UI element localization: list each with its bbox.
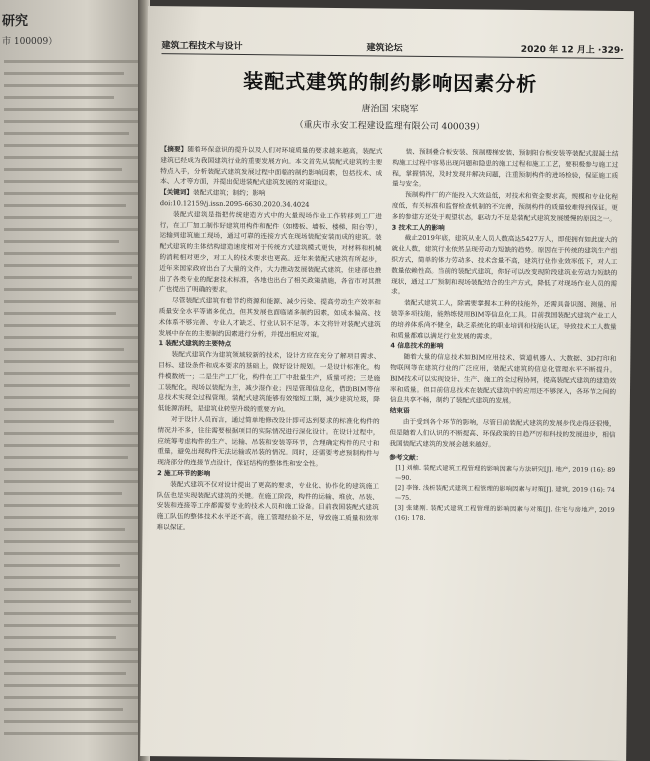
- left-page-text-line: [4, 456, 128, 459]
- left-page-text-line: [4, 324, 139, 327]
- left-page-text-line: [4, 576, 139, 579]
- left-page-text-line: [4, 468, 139, 471]
- left-page-text-line: [4, 612, 139, 615]
- left-page-text-line: [4, 684, 139, 687]
- paragraph: 装配式建筑作为建筑领域较新的技术，设计方应在充分了解项目需求、目标、建设条件和成本要求的基础上，做好设计规划。一是设计标准化，构件模数统一；二是生产工厂化，构件在工厂中批量生产，质量可控；三是施工装配化，现场以装配为主，减少湿作业；四是管理信息化，借助BIM等信息技术实现全过程管理。装配式建筑能够有效缩短工期，减少建筑垃圾，降低能源消耗，是建筑业转型升级的重要方向。: [157, 350, 381, 414]
- left-page-affiliation: 市 100009）: [2, 37, 58, 47]
- references-heading: 参考文献：: [389, 453, 423, 463]
- left-page-text-line: [4, 372, 139, 375]
- left-page-text-line: [4, 672, 126, 675]
- left-page-text-line: [4, 732, 139, 735]
- left-page-text-line: [4, 420, 114, 423]
- paragraph: 对于设计人员而言，通过简单地修改设计即可达到要求的标准化构件的情况并不多，往往需要根据项目的实际情况进行深化设计。在设计过程中，应统筹考虑构件的生产、运输、吊装和安装等环节，合理确定构件的尺寸和重量，避免出现构件无法运输或吊装的情况。同时，还需要考虑预制构件与现浇部分的连接节点设计，保证结构的整体性和安全性。: [157, 415, 380, 468]
- left-page-text-line: [4, 432, 139, 435]
- paragraph: 预制构件厂的产能投入大效益低，对技术和资金要求高，规模和专业化程度低，有关标准和监督检查机制的不完善，预制构件的质量较难得到保证。更多的参建方还处于观望状态，驱动力不足是装配式建筑发展缓慢的原因之一。: [391, 190, 619, 223]
- left-page-text-line: [4, 300, 139, 303]
- section-heading: 2 施工环节的影响: [157, 469, 211, 478]
- left-page-text-line: [4, 492, 122, 495]
- left-page-text-line: [4, 552, 139, 555]
- paragraph: 尽管装配式建筑有着节约资源和能源、减少污染、提高劳动生产效率和质量安全水平等诸多优点，但其发展也面临诸多制约因素，如成本偏高、技术体系不够完善、专业人才缺乏、行业认识不足等。本文将针对装配式建筑发展中存在的主要制约因素进行分析，并提出相应对策。: [158, 296, 381, 339]
- left-page-text-line: [4, 240, 119, 243]
- left-page-text-line: [4, 348, 124, 351]
- reference-item: [2] 李锋. 浅析装配式建筑工程管理的影响因素与对策[J]. 建筑, 2019 (16): 74—75.: [395, 484, 615, 502]
- left-page-text-line: [4, 288, 139, 291]
- keywords-text: 装配式建筑；制约；影响: [192, 188, 266, 198]
- left-page-text-line: [4, 252, 139, 255]
- left-page-text-line: [4, 648, 139, 651]
- left-page-text-line: [4, 540, 139, 543]
- keywords-label: 【关键词】: [160, 188, 194, 197]
- left-page-text-line: [4, 132, 129, 135]
- left-page-text-line: [4, 72, 124, 75]
- left-page-text-line: [4, 636, 116, 639]
- paragraph: 装配式建筑不仅对设计提出了更高的要求，专业化、协作化的建筑施工队伍也是实现装配式建筑的关键。在施工阶段，构件的运输、堆放、吊装、安装和连接等工序都需要专业的技术人员和施工设备。目前我国装配式建筑施工队伍的整体技术水平还不高，施工管理经验不足，导致施工质量和效率难以保证。: [156, 479, 380, 532]
- section-heading: 结束语: [389, 406, 410, 415]
- left-page-text-line: [4, 96, 114, 99]
- left-page-text-line: [4, 384, 130, 387]
- left-page-text-line: [4, 516, 139, 519]
- left-page-text-line: [4, 180, 139, 183]
- left-page-text-line: [4, 312, 116, 315]
- section-heading: 4 信息技术的影响: [390, 341, 444, 351]
- paragraph: 由于受到各个环节的影响，尽管目前装配式建筑的发展步伐走得还很慢，但是随着人们认识的不断提高、环保政策的日趋严厉和科技的发展进步，相信我国装配式建筑的发展会越来越好。: [389, 417, 616, 449]
- left-page-text-line: [4, 264, 139, 267]
- left-page-text-line: [4, 480, 139, 483]
- left-page-text-line: [4, 660, 139, 663]
- abstract-label: 【摘要】: [160, 145, 188, 154]
- left-page-text-line: [4, 528, 125, 531]
- left-page-text-line: [4, 600, 131, 603]
- issue-info: 2020 年 12 月上 ·329·: [520, 44, 624, 56]
- left-page-text-line: [4, 120, 139, 123]
- left-page-text-line: [4, 204, 126, 207]
- article-title: 装配式建筑的制约影响因素分析: [243, 69, 538, 97]
- left-page: [0, 0, 145, 761]
- left-page-text-line: [4, 216, 139, 219]
- abstract: [160, 144, 382, 190]
- section-name: 建筑论坛: [366, 43, 403, 54]
- left-page-text-line: [4, 696, 139, 699]
- abstract-text: 随着环保意识的提升以及人们对环境质量的要求越来越高，装配式建筑已经成为我国建筑行业的重要发展方向。本文首先从装配式建筑的主要特点入手，分析装配式建筑发展过程中面临的制约影响因素，包括技术、成本、人才等方面，并提出促进装配式建筑发展的对策建议。: [160, 145, 383, 188]
- text-column-left: [154, 144, 382, 746]
- article-authors: 唐治国 宋晓军: [361, 104, 419, 115]
- left-page-text-line: [4, 192, 139, 195]
- journal-name: 建筑工程技术与设计: [161, 41, 243, 52]
- section-heading: 1 装配式建筑的主要特点: [158, 339, 232, 349]
- left-page-text-line: [4, 144, 139, 147]
- reference-item: [3] 张建刚. 装配式建筑工程管理的影响因素与对策[J]. 住宅与房地产, 2019 (16): 178.: [394, 504, 615, 523]
- paragraph: 装配式建筑工人，除需要掌握本工种的技能外，还需具备识图、测量、吊装等多项技能，能熟练使用BIM等信息化工具。目前我国装配式建筑产业工人的培养体系尚不健全，缺乏系统化的职业培训和技能认证，导致技术工人数量和质量都难以满足行业发展的需求。: [390, 298, 617, 341]
- left-page-text-line: [4, 84, 139, 87]
- left-page-text-line: [4, 60, 139, 63]
- paragraph: 装、预制叠合板安装、预制楼梯安装、预制阳台板安装等装配式混凝土结构施工过程中容易出现问题和隐患的施工过程和施工工艺，要积极参与施工过程，掌握情况，及时发现并解决问题，注重预制构件的进场检验，保证施工质量与安全。: [392, 147, 619, 189]
- left-page-text-line: [4, 360, 139, 363]
- journal-page: [140, 6, 634, 761]
- left-page-text-line: [4, 588, 139, 591]
- left-page-text-line: [4, 504, 139, 507]
- doi: doi:10.12159/j.issn.2095-6630.2020.34.4024: [159, 199, 310, 209]
- left-page-text-line: [4, 336, 139, 339]
- paragraph: 截止2019年底，建筑从业人员人数高达5427万人，即使拥有如此庞大的就业人数，建筑行业依然呈现劳动力短缺的趋势。原因在于传统的建筑生产组织方式，简单的体力劳动多、技术含量不高，建筑行业作业效率低下，对人工数量依赖性高。当前的装配式建筑，你好可以改变现阶段建筑业劳动力短缺的现状，通过工厂预制和现场装配结合的生产方式，降低了对现场作业人员的需求。: [390, 234, 618, 297]
- left-page-text-line: [4, 720, 139, 723]
- left-page-text-line: [4, 228, 139, 231]
- left-page-text-line: [4, 564, 120, 567]
- left-page-heading: 研究: [2, 14, 29, 29]
- left-page-text-line: [4, 168, 122, 171]
- reference-item: [1] 刘楠. 装配式建筑工程管理的影响因素与方法研究[J]. 地产, 2019 (16): 89—90.: [395, 464, 616, 482]
- paragraph: 装配式建筑是指把传统建造方式中的大量现场作业工作转移到工厂进行，在工厂加工制作好建筑用构件和配件（如楼板、墙板、楼梯、阳台等），运输到建筑施工现场，通过可靠的连接方式在现场装配安装而成的建筑。装配式建筑的主体结构建造速度相对于传统方式建筑模式更快，对材料和机械的消耗相对更少，对工人的技术要求也更高。近年来装配式建筑有所起步，近年来国家政府出台了大量的文件，大力推动发展装配式建筑，住建部也推出了各类专业的配套技术标准，各地也出台了相关政策措施，各省市对其推广也提出了明确的要求。: [158, 210, 382, 295]
- section-heading: 3 技术工人的影响: [391, 223, 445, 232]
- paragraph: 随着大量的信息技术如BIM应用技术、管道机器人、大数据、3D打印和物联网等在建筑行业的广泛应用，装配式建筑的信息化管理水平不断提升。BIM技术可以实现设计、生产、施工的全过程协同，提高装配式建筑的建造效率和质量。但目前信息技术在装配式建筑中的应用还不够深入，各环节之间的信息共享不畅，制约了装配式建筑的发展。: [389, 352, 617, 406]
- left-page-text-line: [4, 276, 132, 279]
- left-page-text-line: [4, 156, 139, 159]
- article-affiliation: （重庆市永安工程建设监理有限公司 400039）: [294, 120, 485, 133]
- left-page-text-line: [4, 444, 139, 447]
- left-page-text-line: [4, 108, 139, 111]
- left-page-text-line: [4, 708, 123, 711]
- left-page-text-line: [4, 396, 139, 399]
- text-column-right: [386, 147, 618, 749]
- left-page-text-line: [4, 624, 139, 627]
- left-page-text-line: [4, 408, 139, 411]
